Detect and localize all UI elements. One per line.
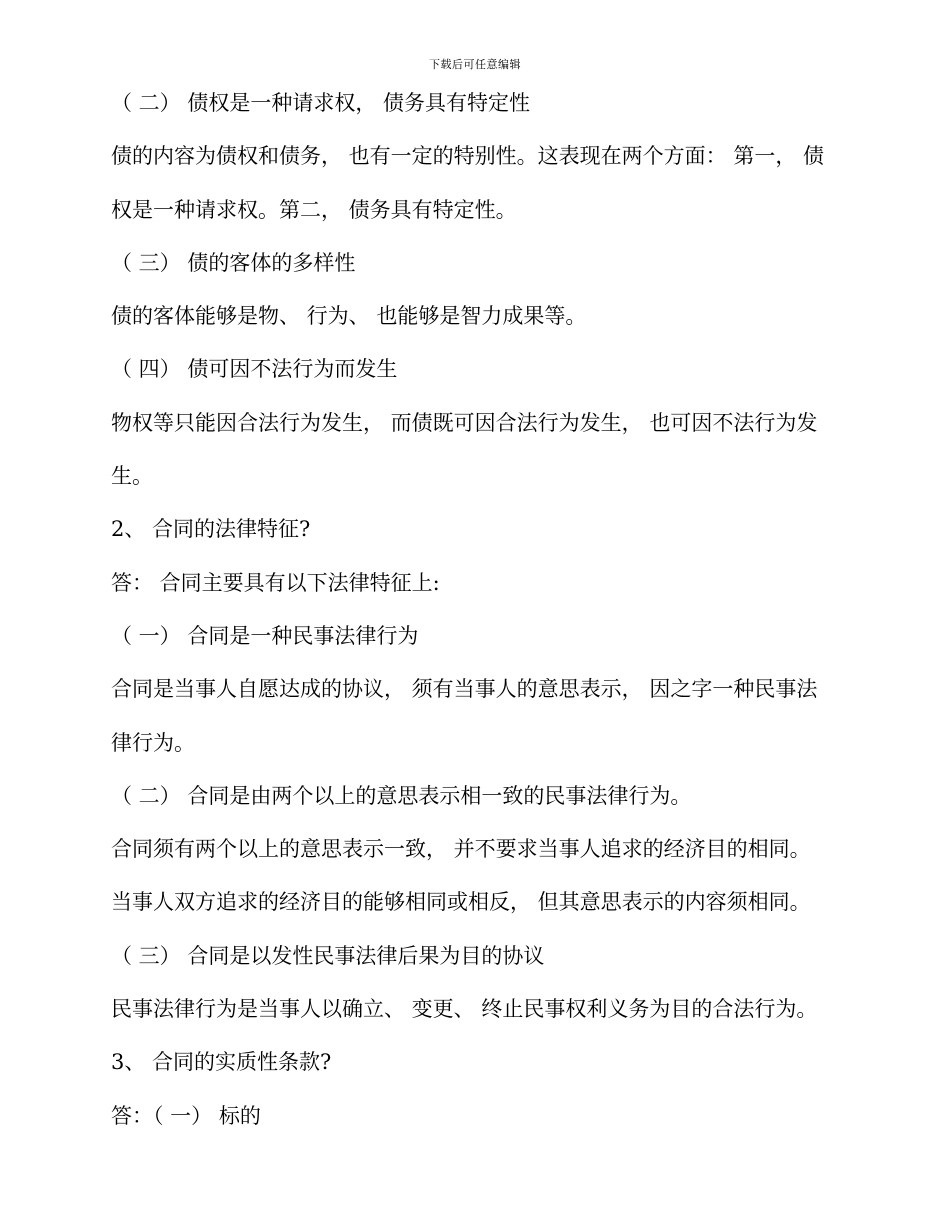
- paragraph-line: 合同是当事人自愿达成的协议， 须有当事人的意思表示， 因之字一种民事法: [111, 677, 818, 702]
- paragraph-line: （ 一） 合同是一种民事法律行为: [111, 623, 419, 648]
- page-header: 下载后可任意编辑: [429, 58, 521, 71]
- paragraph-line: （ 三） 合同是以发性民事法律后果为目的协议: [111, 943, 545, 968]
- paragraph-line: 民事法律行为是当事人以确立、 变更、 终止民事权利义务为目的合法行为。: [111, 997, 818, 1022]
- paragraph-line: 合同须有两个以上的意思表示一致， 并不要求当事人追求的经济目的相同。: [111, 837, 811, 862]
- paragraph-line: 生。: [111, 464, 153, 489]
- paragraph-line: 物权等只能因合法行为发生， 而债既可因合法行为发生， 也可因不法行为发: [111, 410, 818, 435]
- paragraph-line: （ 四） 债可因不法行为而发生: [111, 357, 398, 382]
- paragraph-line: 3、 合同的实质性条款?: [111, 1050, 332, 1075]
- paragraph-line: （ 三） 债的客体的多样性: [111, 250, 356, 275]
- paragraph-line: 权是一种请求权。第二， 债务具有特定性。: [111, 197, 517, 222]
- paragraph-line: 债的内容为债权和债务， 也有一定的特别性。这表现在两个方面： 第一， 债: [111, 144, 825, 169]
- paragraph-line: 答： 合同主要具有以下法律特征上:: [111, 570, 440, 595]
- paragraph-line: 律行为。: [111, 730, 195, 755]
- document-body: [111, 88, 871, 1154]
- paragraph-line: （ 二） 债权是一种请求权， 债务具有特定性: [111, 91, 531, 115]
- paragraph-line: 当事人双方追求的经济目的能够相同或相反， 但其意思表示的内容须相同。: [111, 890, 811, 915]
- paragraph-line: （ 二） 合同是由两个以上的意思表示相一致的民事法律行为。: [111, 783, 692, 808]
- paragraph-line: 2、 合同的法律特征?: [111, 517, 311, 542]
- paragraph-line: 债的客体能够是物、 行为、 也能够是智力成果等。: [111, 304, 587, 329]
- paragraph-line: 答：（ 一） 标的: [111, 1103, 261, 1128]
